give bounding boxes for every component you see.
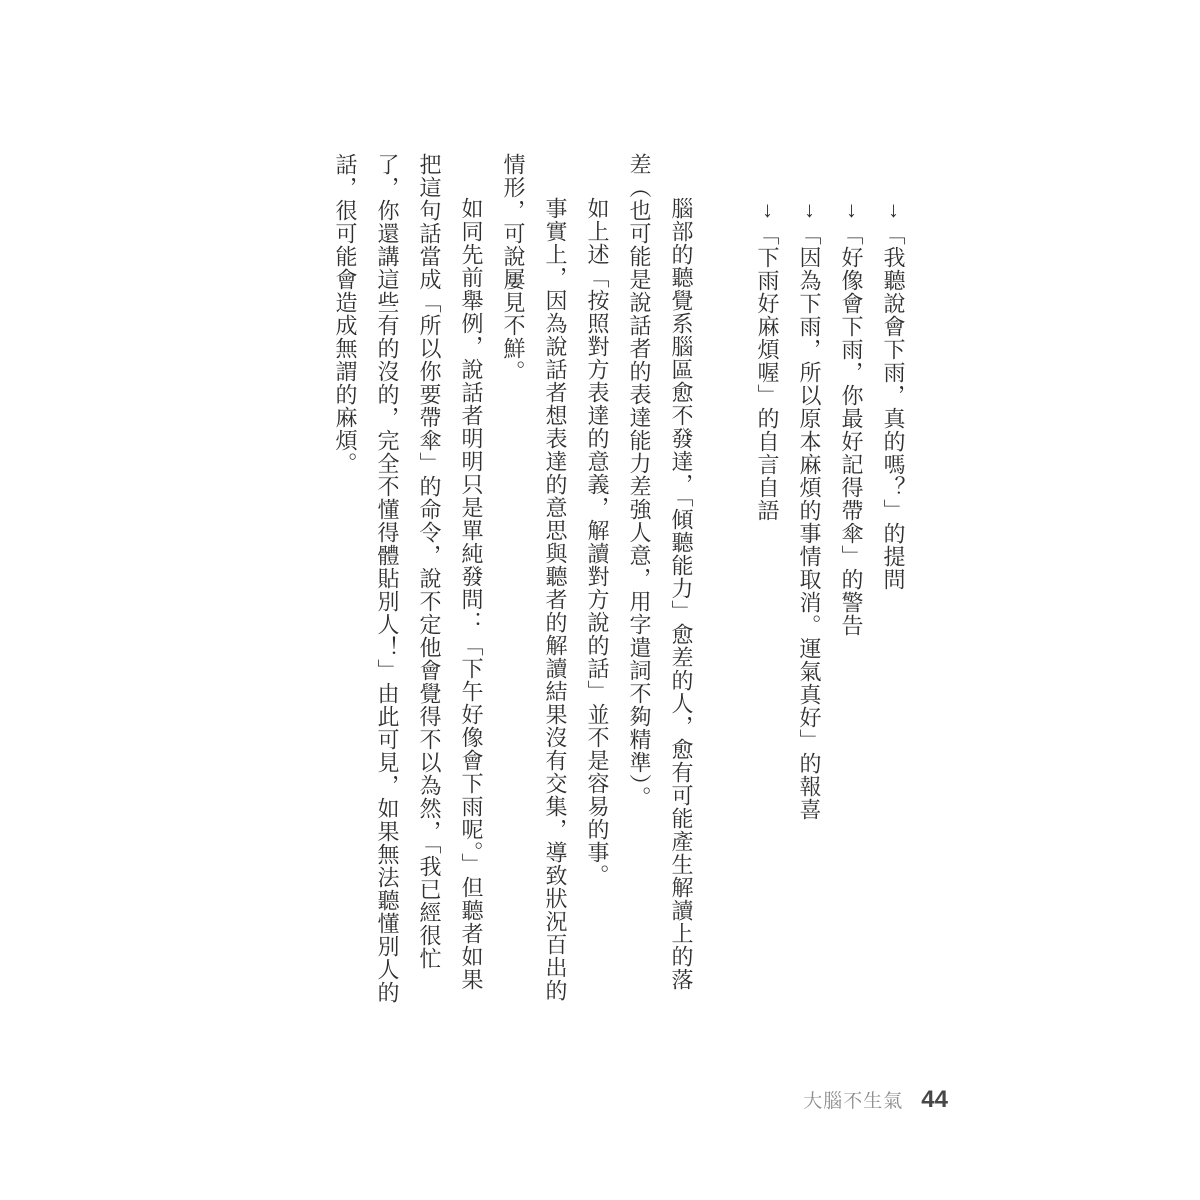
paragraph-line [450,153,492,1013]
line-text: 差（也可能是說話者的表達能力差強人意，用字遣詞不夠精準）。 [627,153,652,809]
list-item-line [830,153,872,1013]
line-text: 「我聽說會下雨，真的嗎？」的提問 [881,223,906,591]
line-text: 腦部的聽覺系腦區愈不發達，「傾聽能力」愈差的人，愈有可能產生解讀上的落 [669,197,694,991]
page-footer [803,1086,948,1114]
paragraph-line [366,153,408,1013]
line-text: 「下雨好麻煩喔」的自言自語 [755,223,780,522]
paragraph-line [576,153,618,1013]
body-text [324,153,914,1013]
down-arrow-icon: ↓ [839,197,864,223]
line-text: 話，很可能會造成無謂的麻煩。 [333,153,358,475]
line-text: 「好像會下雨，你最好記得帶傘」的警告 [839,223,864,637]
line-text: 「因為下雨，所以原本麻煩的事情取消。運氣真好」的報喜 [797,223,822,821]
line-text: 如同先前舉例，說話者明明只是單純發問：「下午好像會下雨呢。」但聽者如果 [459,197,484,991]
down-arrow-icon: ↓ [881,197,906,223]
line-text: 了，你還講這些有的沒的，完全不懂得體貼別人！」由此可見，如果無法聽懂別人的 [375,153,400,1004]
list-item-line [872,153,914,1013]
paragraph-line [408,153,450,1013]
page-number: 44 [921,1086,948,1113]
line-text: 如上述「按照對方表達的意義，解讀對方說的話」並不是容易的事。 [585,197,610,887]
paragraph-line [660,153,702,1013]
list-item-line [746,153,788,1013]
line-text: 事實上，因為說話者想表達的意思與聽者的解讀結果沒有交集，導致狀況百出的 [543,197,568,1002]
line-text: 把這句話當成「所以你要帶傘」的命令，說不定他會覺得不以為然，「我已經很忙 [417,153,442,970]
line-text: 情形，可說屢見不鮮。 [501,153,526,383]
paragraph-line [324,153,366,1013]
down-arrow-icon: ↓ [797,197,822,223]
paragraph-line [492,153,534,1013]
down-arrow-icon: ↓ [755,197,780,223]
running-title: 大腦不生氣 [803,1091,904,1112]
list-item-line [788,153,830,1013]
paragraph-line [618,153,660,1013]
paragraph-line [534,153,576,1013]
